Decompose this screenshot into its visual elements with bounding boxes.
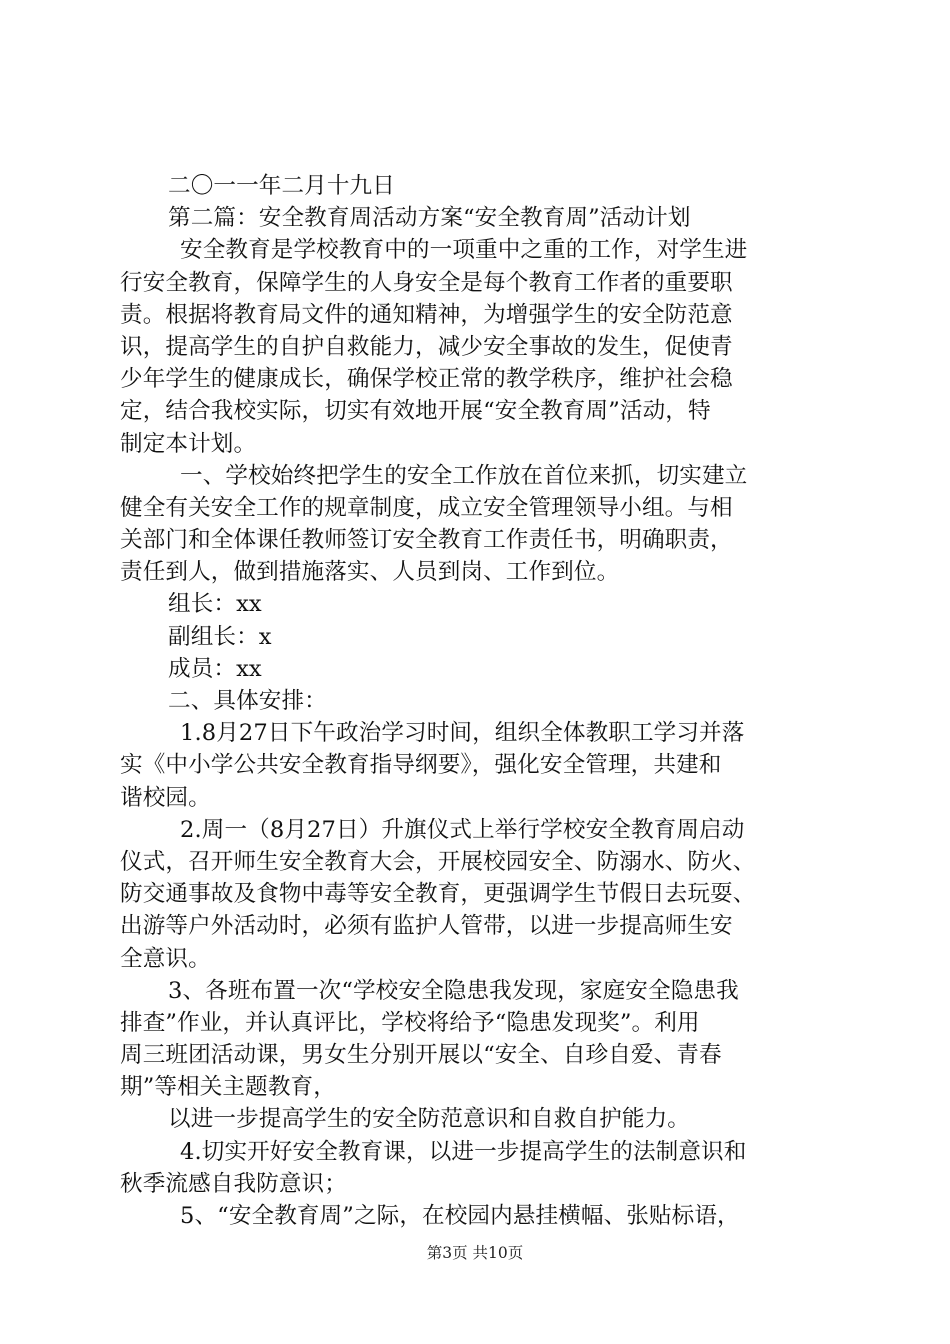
paragraph-line: 3、各班布置一次“学校安全隐患我发现，家庭安全隐患我 xyxy=(168,977,739,1004)
paragraph-line: 全意识。 xyxy=(120,945,211,972)
date-line: 二〇一一年二月十九日 xyxy=(168,173,395,199)
section-heading: 第二篇：安全教育周活动方案“安全教育周”活动计划 xyxy=(168,205,691,232)
paragraph-line: 排查”作业，并认真评比，学校将给予“隐患发现奖”。利用 xyxy=(120,1009,700,1036)
subsection-heading: 二、具体安排： xyxy=(168,688,327,714)
document-body xyxy=(120,170,832,1232)
paragraph-line: 出游等户外活动时，必须有监护人管带，以进一步提高师生安 xyxy=(120,913,733,940)
paragraph-line: 防交通事故及食物中毒等安全教育，更强调学生节假日去玩耍、 xyxy=(120,881,756,908)
paragraph-line: 识，提高学生的自护自救能力，减少安全事故的发生，促使青 xyxy=(120,333,733,360)
paragraph-line: 少年学生的健康成长，确保学校正常的教学秩序，维护社会稳 xyxy=(120,366,733,393)
paragraph-line: 仪式，召开师生安全教育大会，开展校园安全、防溺水、防火、 xyxy=(120,848,756,875)
paragraph-line: 谐校园。 xyxy=(120,784,211,811)
paragraph-line: 制定本计划。 xyxy=(120,430,257,457)
paragraph-line: 关部门和全体课任教师签订安全教育工作责任书，明确职责， xyxy=(120,527,733,554)
members-line: 成员：xx xyxy=(168,655,262,682)
paragraph-line: 行安全教育，保障学生的人身安全是每个教育工作者的重要职 xyxy=(120,269,733,296)
deputy-leader-line: 副组长：x xyxy=(168,623,272,650)
paragraph-line: 1.8月27日下午政治学习时间，组织全体教职工学习并落 xyxy=(180,720,745,747)
paragraph-line: 以进一步提高学生的安全防范意识和自救自护能力。 xyxy=(168,1106,690,1133)
paragraph-line: 责任到人，做到措施落实、人员到岗、工作到位。 xyxy=(120,559,620,586)
group-leader-line: 组长：xx xyxy=(168,591,262,618)
paragraph-line: 责。根据将教育局文件的通知精神，为增强学生的安全防范意 xyxy=(120,301,733,328)
paragraph-line: 5、“安全教育周”之际，在校园内悬挂横幅、张贴标语， xyxy=(180,1203,740,1229)
paragraph-line: 一、学校始终把学生的安全工作放在首位来抓，切实建立 xyxy=(180,462,748,489)
paragraph-line: 2.周一（8月27日）升旗仪式上举行学校安全教育周启动 xyxy=(180,816,745,843)
paragraph-line: 定，结合我校实际，切实有效地开展“安全教育周”活动，特 xyxy=(120,398,711,425)
paragraph-line: 4.切实开好安全教育课，以进一步提高学生的法制意识和 xyxy=(180,1138,747,1165)
paragraph-line: 健全有关安全工作的规章制度，成立安全管理领导小组。与相 xyxy=(120,494,733,521)
paragraph-line: 期”等相关主题教育， xyxy=(120,1074,336,1101)
paragraph-line: 实《中小学公共安全教育指导纲要》，强化安全管理，共建和 xyxy=(120,752,722,779)
page-number-footer: 第3页 共10页 xyxy=(426,1244,524,1262)
paragraph-line: 安全教育是学校教育中的一项重中之重的工作，对学生进 xyxy=(180,237,748,264)
paragraph-line: 秋季流感自我防意识； xyxy=(120,1170,347,1197)
paragraph-line: 周三班团活动课，男女生分别开展以“安全、自珍自爱、青春 xyxy=(120,1042,722,1069)
